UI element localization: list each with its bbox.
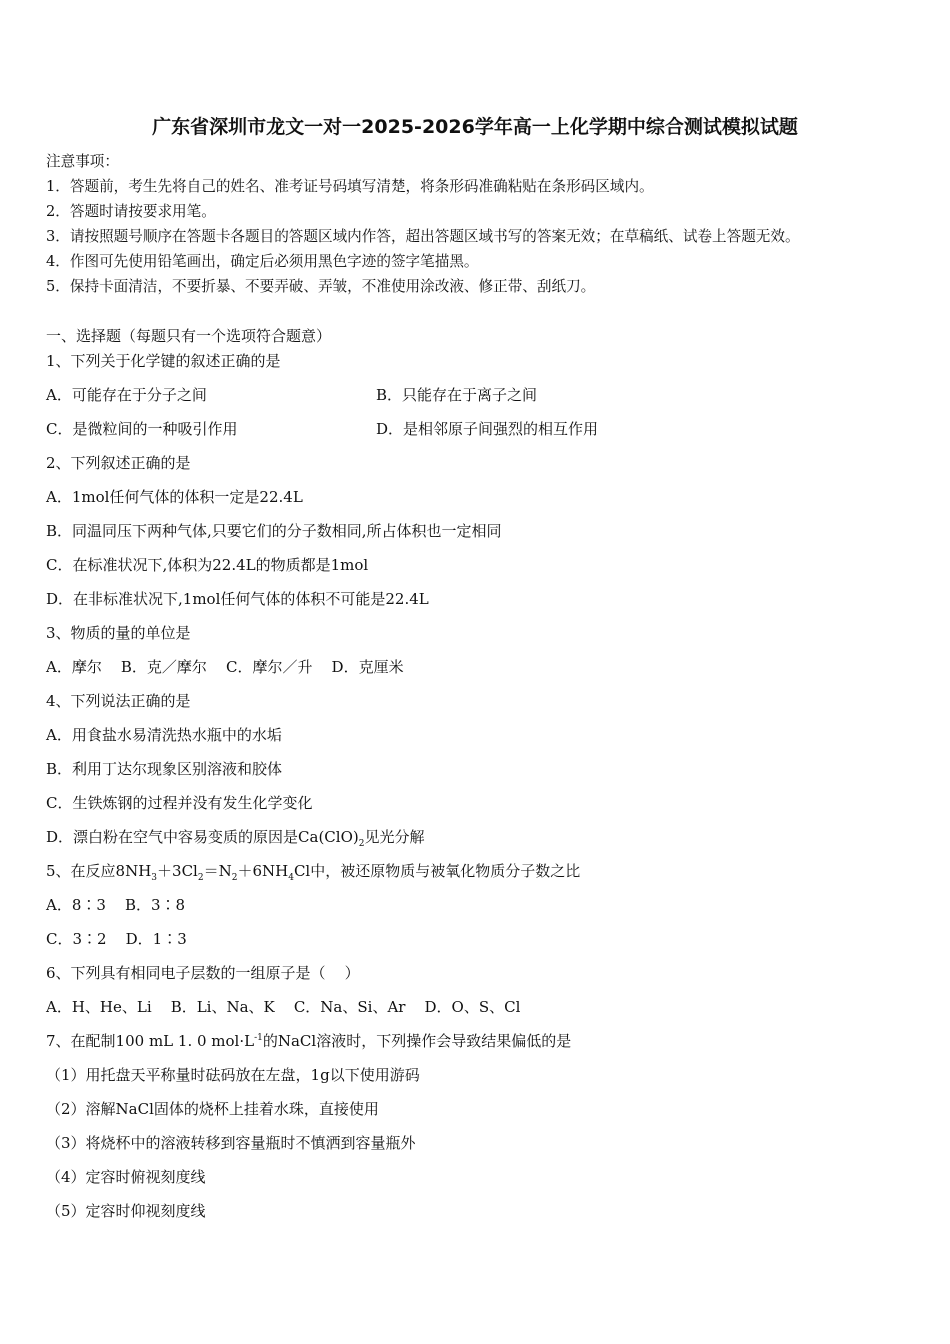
stem-part: ＋3Cl (157, 862, 198, 880)
question-stem: 6、下列具有相同电子层数的一组原子是（ ） (46, 964, 360, 982)
question-stem: 2、下列叙述正确的是 (46, 454, 191, 472)
option-d: D．是相邻原子间强烈的相互作用 (376, 420, 599, 438)
notes-heading: 注意事项： (46, 153, 119, 170)
option-a: A．可能存在于分子之间 (46, 386, 207, 404)
question-stem (46, 861, 580, 881)
section-heading: 一、选择题（每题只有一个选项符合题意） (46, 327, 332, 345)
option-d: D．在非标准状况下,1mol任何气体的体积不可能是22.4L (46, 590, 429, 608)
list-item: （4）定容时俯视刻度线 (46, 1168, 206, 1186)
option-d-text: D．漂白粉在空气中容易变质的原因是Ca(ClO) (46, 828, 359, 846)
note-item: 3．请按照题号顺序在答题卡各题目的答题区域内作答，超出答题区域书写的答案无效；在草稿纸、试卷上答题无效。 (46, 228, 800, 245)
note-item: 2．答题时请按要求用笔。 (46, 203, 216, 220)
list-item: （1）用托盘天平称量时砝码放在左盘，1g以下使用游码 (46, 1066, 420, 1084)
options-row: C．3∶2 D．1∶3 (46, 930, 187, 948)
stem-part: Cl中，被还原物质与被氧化物质分子数之比 (293, 862, 581, 880)
note-item: 5．保持卡面清洁，不要折暴、不要弄破、弄皱，不准使用涂改液、修正带、刮纸刀。 (46, 278, 596, 295)
subscript: 2 (231, 873, 238, 883)
stem-part: 的NaCl溶液时，下列操作会导致结果偏低的是 (262, 1032, 572, 1050)
question-stem: 3、物质的量的单位是 (46, 624, 191, 642)
option-c: C．生铁炼钢的过程并没有发生化学变化 (46, 794, 313, 812)
note-item: 4．作图可先使用铅笔画出，确定后必须用黑色字迹的签字笔描黑。 (46, 253, 479, 270)
stem-part: ＝N (203, 862, 232, 880)
list-item: （5）定容时仰视刻度线 (46, 1202, 206, 1220)
superscript: -1 (254, 1033, 263, 1043)
stem-part: 5、在反应8NH (46, 862, 152, 880)
subscript: 4 (288, 873, 294, 883)
note-item: 1．答题前，考生先将自己的姓名、准考证号码填写清楚，将条形码准确粘贴在条形码区域内。 (46, 178, 654, 195)
list-item: （3）将烧杯中的溶液转移到容量瓶时不慎洒到容量瓶外 (46, 1134, 416, 1152)
option-b: B．只能存在于离子之间 (376, 386, 538, 404)
option-a: A．用食盐水易清洗热水瓶中的水垢 (46, 726, 282, 744)
stem-part: 7、在配制100 mL 1. 0 mol·L (46, 1032, 255, 1050)
page-title: 广东省深圳市龙文一对一2025-2026学年高一上化学期中综合测试模拟试题 (152, 116, 798, 138)
subscript: 3 (151, 873, 158, 883)
stem-part: ＋6NH (237, 862, 289, 880)
question-stem: 1、下列关于化学键的叙述正确的是 (46, 352, 281, 370)
option-a: A．1mol任何气体的体积一定是22.4L (46, 488, 303, 506)
options-row: A．H、He、Li B．Li、Na、K C．Na、Si、Ar D．O、S、Cl (46, 998, 521, 1016)
subscript: 2 (358, 839, 365, 849)
question-stem (46, 1031, 571, 1051)
option-d (46, 827, 424, 847)
option-c: C．是微粒间的一种吸引作用 (46, 420, 238, 438)
question-stem: 4、下列说法正确的是 (46, 692, 191, 710)
option-d-tail: 见光分解 (364, 828, 425, 846)
options-row: A．8∶3 B．3∶8 (46, 896, 186, 914)
options-row: A．摩尔 B．克／摩尔 C．摩尔／升 D．克厘米 (46, 658, 404, 676)
option-c: C．在标准状况下,体积为22.4L的物质都是1mol (46, 556, 369, 574)
option-b: B．利用丁达尔现象区别溶液和胶体 (46, 760, 283, 778)
option-b: B．同温同压下两种气体,只要它们的分子数相同,所占体积也一定相同 (46, 522, 502, 540)
list-item: （2）溶解NaCl固体的烧杯上挂着水珠，直接使用 (46, 1100, 379, 1118)
subscript: 2 (197, 873, 204, 883)
